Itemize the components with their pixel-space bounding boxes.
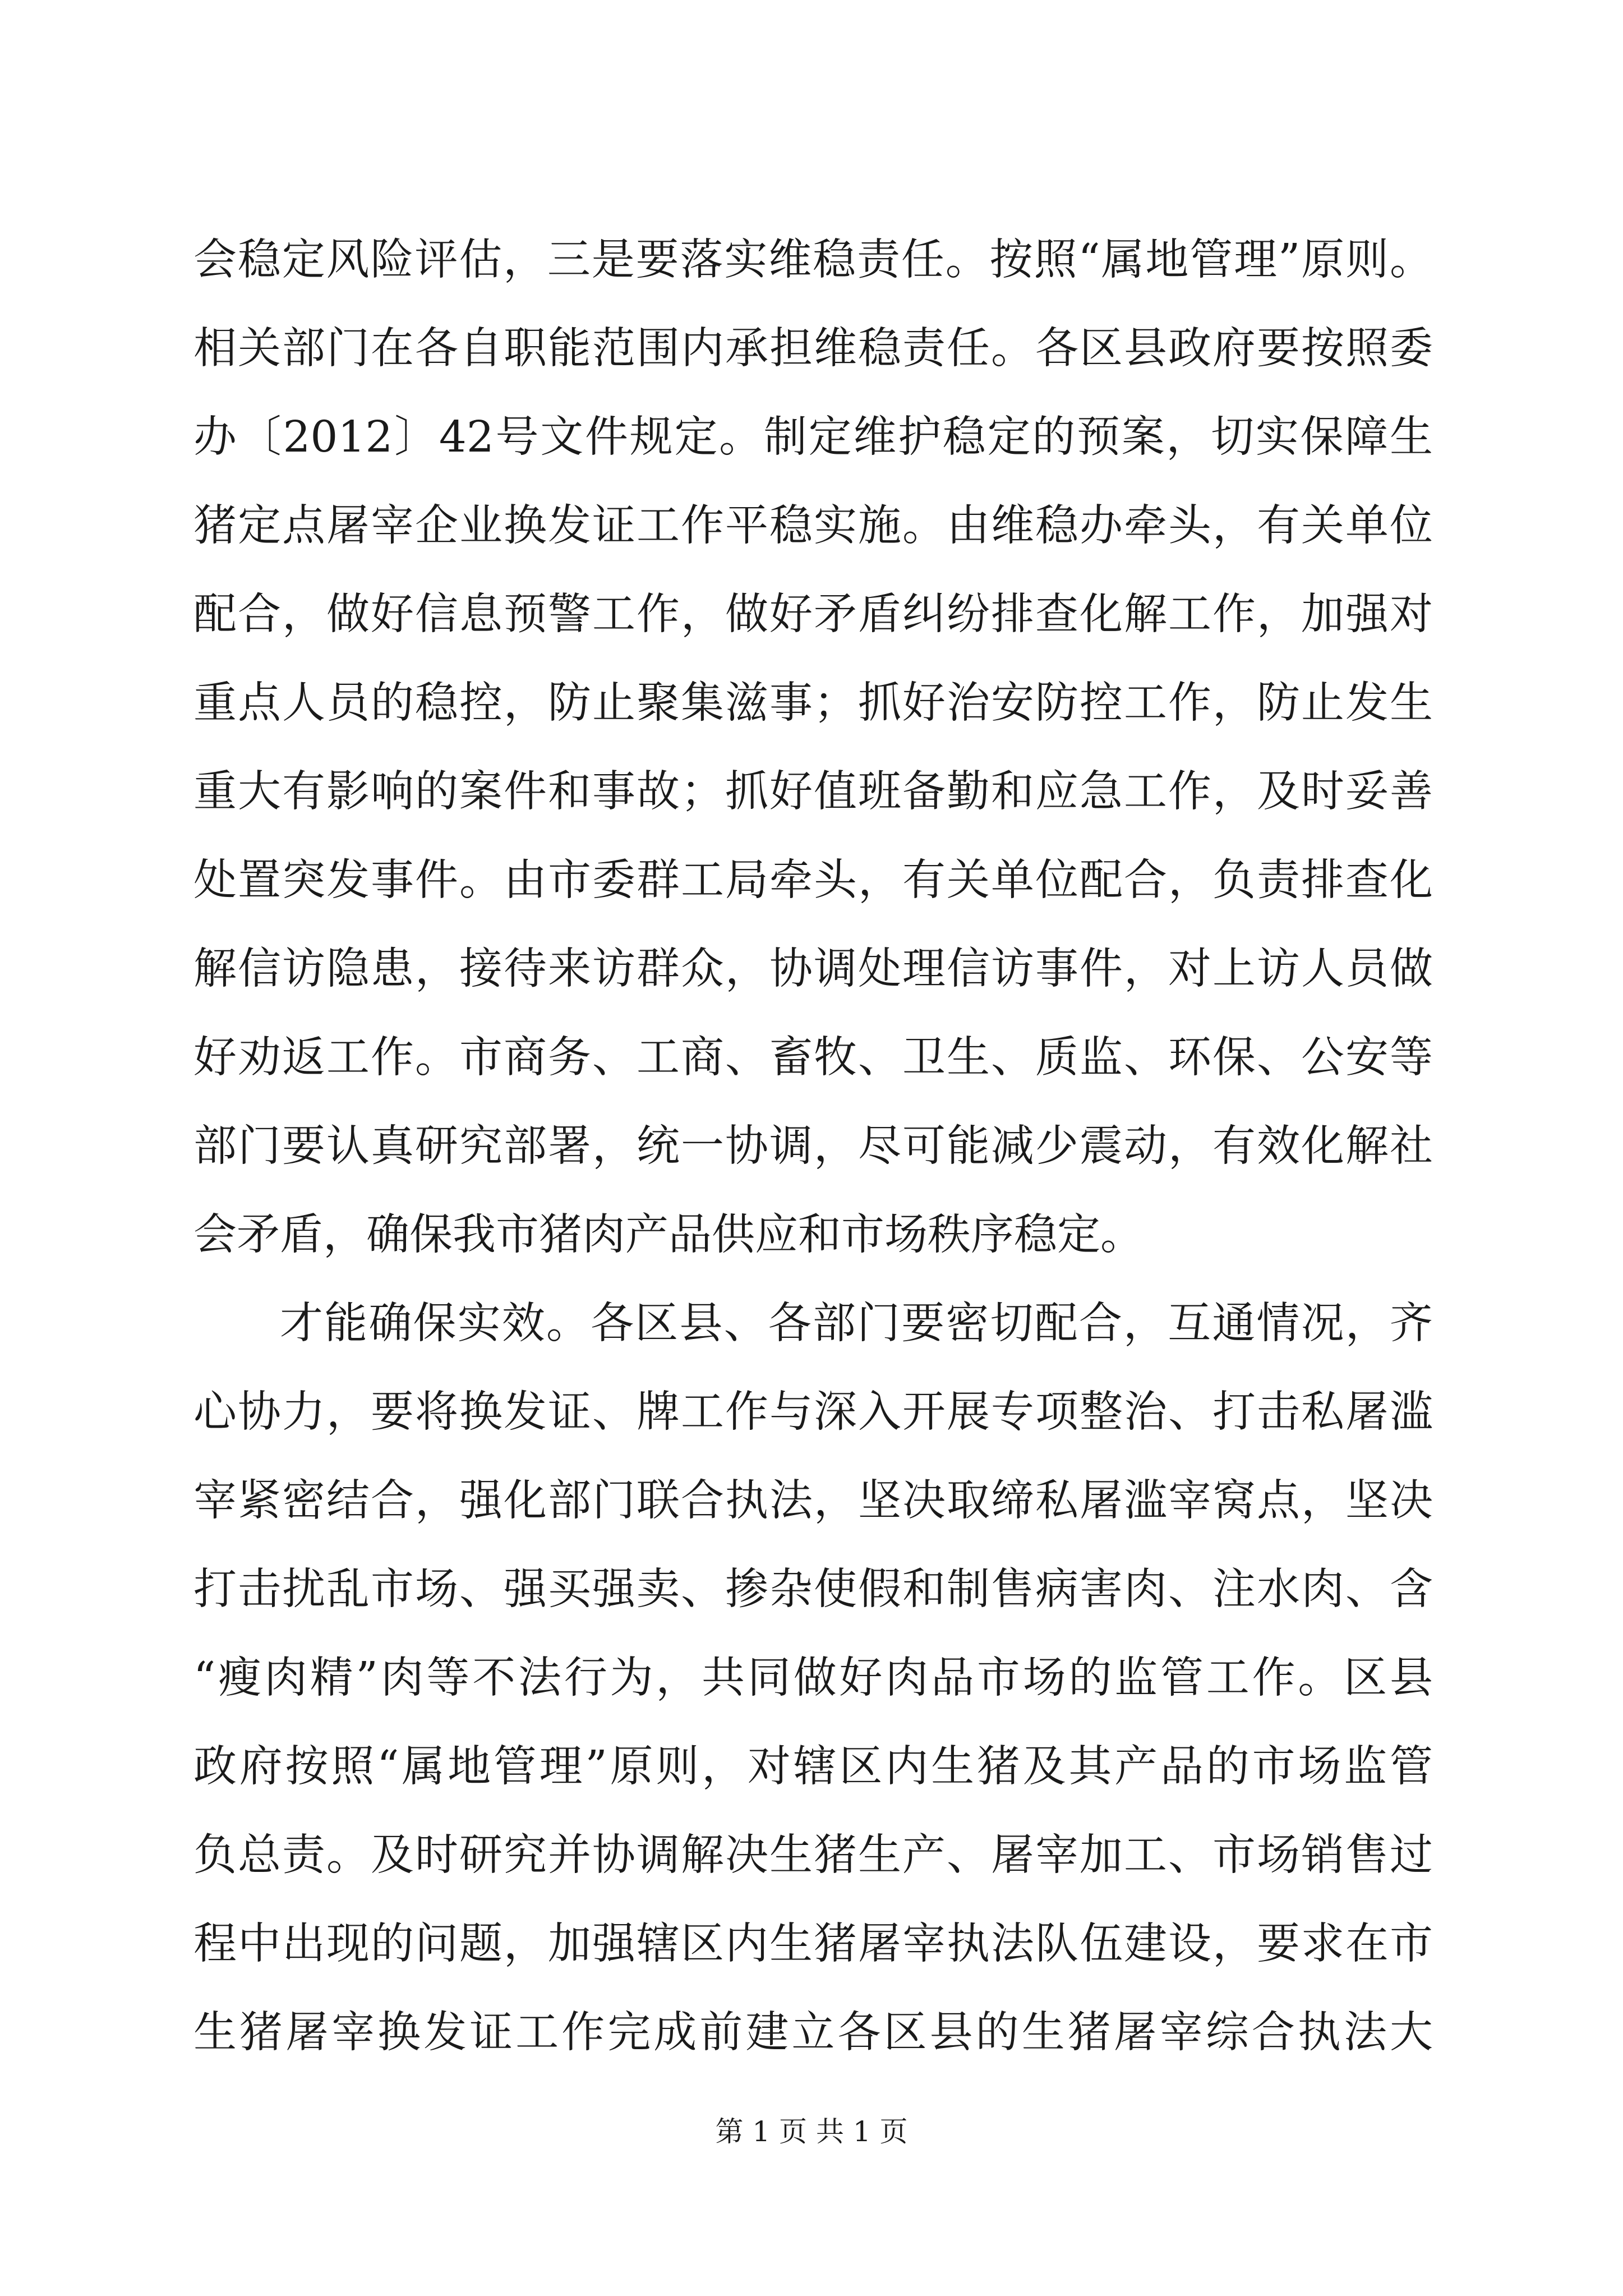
text-line: 解信访隐患，接待来访群众，协调处理信访事件，对上访人员做 (193, 944, 1433, 994)
text-line: 办〔2012〕42号文件规定。制定维护稳定的预案，切实保障生 (193, 412, 1433, 462)
document-body (193, 216, 1433, 2077)
text-line: 配合，做好信息预警工作，做好矛盾纠纷排查化解工作，加强对 (193, 590, 1433, 639)
text-line: 心协力，要将换发证、牌工作与深入开展专项整治、打击私屠滥 (193, 1387, 1433, 1437)
paragraph-1 (193, 216, 1433, 1280)
text-line: 才能确保实效。各区县、各部门要密切配合，互通情况，齐 (280, 1299, 1433, 1349)
text-line: 猪定点屠宰企业换发证工作平稳实施。由维稳办牵头，有关单位 (193, 501, 1433, 551)
text-line: 好劝返工作。市商务、工商、畜牧、卫生、质监、环保、公安等 (193, 1033, 1433, 1083)
text-line: 程中出现的问题，加强辖区内生猪屠宰执法队伍建设，要求在市 (193, 1919, 1433, 1969)
text-line: 处置突发事件。由市委群工局牵头，有关单位配合，负责排查化 (193, 855, 1433, 905)
text-line: 政府按照“属地管理”原则，对辖区内生猪及其产品的市场监管 (193, 1742, 1433, 1792)
text-line: 打击扰乱市场、强买强卖、掺杂使假和制售病害肉、注水肉、含 (193, 1565, 1433, 1614)
text-line: 重点人员的稳控，防止聚集滋事；抓好治安防控工作，防止发生 (193, 678, 1433, 728)
text-line: 部门要认真研究部署，统一协调，尽可能减少震动，有效化解社 (193, 1121, 1433, 1171)
text-line: 生猪屠宰换发证工作完成前建立各区县的生猪屠宰综合执法大 (193, 2008, 1433, 2058)
text-line: 宰紧密结合，强化部门联合执法，坚决取缔私屠滥宰窝点，坚决 (193, 1476, 1433, 1526)
text-line: 会矛盾，确保我市猪肉产品供应和市场秩序稳定。 (193, 1210, 1144, 1260)
text-line: 相关部门在各自职能范围内承担维稳责任。各区县政府要按照委 (193, 324, 1433, 374)
text-line: “瘦肉精”肉等不法行为，共同做好肉品市场的监管工作。区县 (193, 1653, 1433, 1703)
text-line: 负总责。及时研究并协调解决生猪生产、屠宰加工、市场销售过 (193, 1830, 1433, 1880)
text-line: 重大有影响的案件和事故；抓好值班备勤和应急工作，及时妥善 (193, 767, 1433, 817)
text-line: 会稳定风险评估，三是要落实维稳责任。按照“属地管理”原则。 (193, 235, 1433, 285)
paragraph-2 (193, 1280, 1433, 2077)
page-number-footer: 第 1 页 共 1 页 (715, 2115, 908, 2148)
